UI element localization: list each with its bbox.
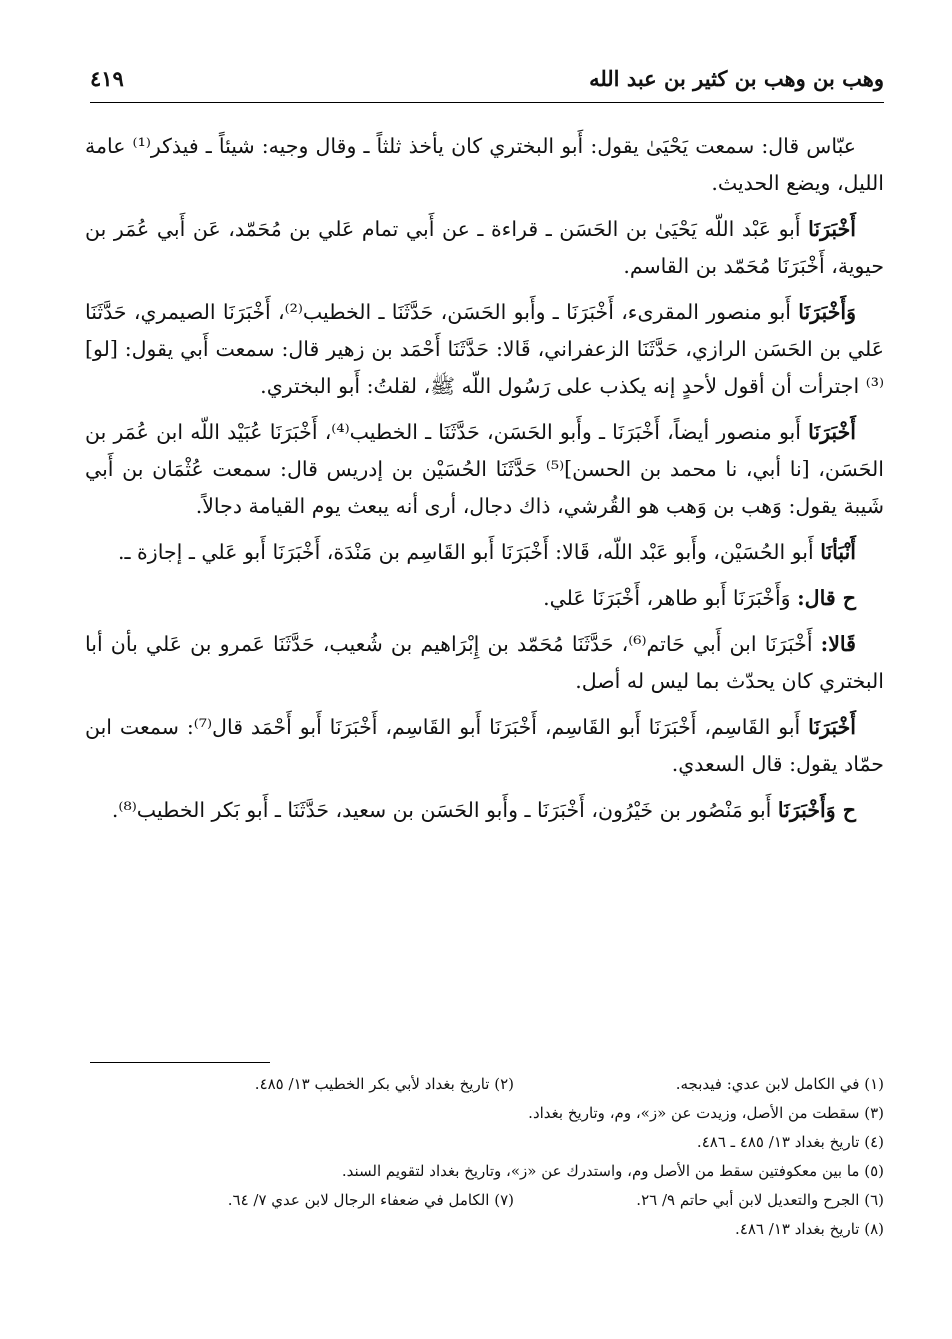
paragraph-text: أَبو مَنْصُور بن خَيْرُون، أَخْبَرَنَا ـ وأَبو الحَسَن بن سعيد، حَدَّثَنَا ـ أَبو بَكر الخطيب⁽⁸⁾. (111, 798, 772, 822)
paragraph-text: أَبو منصور المقرىء، أَخْبَرَنَا ـ وأَبو الحَسَن، حَدَّثَنَا ـ الخطيب⁽²⁾، أَخْبَرَنَا الصيمري، حَدَّثَنَا عَلي بن الحَسَن الرازي، حَدَّثَنَا الزعفراني، قَالا: حَدَّثَنَا أَحْمَد بن زهير قال: سمعت أَبي يقول: [لو]⁽³⁾ اجترأت أن أقول لأحدٍ إنه يكذب على رَسُول اللّه ﷺ، لقلتُ: أَبو البختري. (85, 300, 884, 398)
keyword: أَخْبَرَنَا (808, 217, 856, 241)
page-number: ٤١٩ (90, 66, 124, 91)
main-text (85, 128, 884, 838)
running-header (90, 58, 884, 103)
paragraph (85, 211, 884, 285)
keyword: أَنْبَأنَا (820, 540, 856, 564)
keyword: قَالا: (820, 632, 856, 656)
paragraph (85, 709, 884, 783)
footnote-separator (90, 1062, 270, 1063)
footnote: (٨) تاريخ بغداد ١٣/ ٤٨٦. (735, 1220, 884, 1238)
footnote: (٣) سقطت من الأصل، وزيدت عن «ز»، وم، وتاريخ بغداد. (528, 1104, 884, 1122)
paragraph (85, 414, 884, 525)
paragraph-text: أَبو القَاسِم، أَخْبَرَنَا أَبو القَاسِم، أَخْبَرَنَا أَبو القَاسِم، أَخْبَرَنَا أَبو أَحْمَد قال⁽⁷⁾: سمعت ابن حمّاد يقول: قال السعدي. (85, 715, 884, 776)
paragraph-text: أَخْبَرَنَا ابن أَبي حَاتم⁽⁶⁾، حَدَّثَنَا مُحَمّد بن إِبْرَاهيم بن شُعيب، حَدَّثَنَا عَمرو بن عَلي بأن أبا البختري كان يحدّث بما ليس له أصل. (85, 632, 884, 693)
paragraph (85, 128, 884, 202)
footnote: (٢) تاريخ بغداد لأبي بكر الخطيب ١٣/ ٤٨٥. (254, 1075, 514, 1093)
paragraph (85, 626, 884, 700)
footnotes (90, 1070, 884, 1244)
paragraph (85, 792, 884, 829)
paragraph (85, 534, 884, 571)
paragraph-text: أَبو عَبْد اللّه يَحْيَىٰ بن الحَسَن ـ قراءة ـ عن أَبي تمام عَلي بن مُحَمّد، عَن أَبي عُمَر بن حيوية، أَخْبَرَنَا مُحَمّد بن القاسم. (85, 217, 884, 278)
footnote: (٦) الجرح والتعديل لابن أبي حاتم ٩/ ٢٦. (636, 1191, 884, 1209)
paragraph-text: أَبو منصور أيضاً، أَخْبَرَنَا ـ وأَبو الحَسَن، حَدَّثَنَا ـ الخطيب⁽⁴⁾، أَخْبَرَنَا عُبَيْد اللّه ابن عُمَر بن الحَسَن، [نا أبي، نا محمد بن الحسن]⁽⁵⁾ حَدَّثَنَا الحُسَيْن بن إدريس قال: سمعت عُثْمَان بن أَبي شَيبة يقول: وَهب بن وَهب هو القُرشي، ذاك دجال، أرى أنه يبعث يوم القيامة دجالاً. (85, 420, 884, 518)
footnote: (١) في الكامل لابن عدي: فيدبجه. (675, 1075, 884, 1093)
footnote: (٤) تاريخ بغداد ١٣/ ٤٨٥ ـ ٤٨٦. (696, 1133, 884, 1151)
footnote: (٧) الكامل في ضعفاء الرجال لابن عدي ٧/ ٦٤. (227, 1191, 514, 1209)
header-title: وهب بن وهب بن كثير بن عبد الله (589, 66, 884, 91)
keyword: أَخْبَرَنَا (808, 420, 856, 444)
paragraph-text: عبّاس قال: سمعت يَحْيَىٰ يقول: أَبو البختري كان يأخذ ثلثاً ـ وقال وجيه: شيئاً ـ فيذكر⁽¹⁾ عامة الليل، ويضع الحديث. (85, 134, 884, 195)
paragraph-text: أَبو الحُسَيْن، وأَبو عَبْد اللّه، قَالا: أَخْبَرَنَا أَبو القَاسِم بن مَنْدَة، أَخْبَرَنَا أَبو عَلي ـ إجازة ـ. (118, 540, 814, 564)
paragraph (85, 580, 884, 617)
keyword: وَأَخْبَرَنَا (798, 300, 856, 324)
keyword: ح وَأَخْبَرَنَا (777, 798, 856, 822)
keyword: أَخْبَرَنَا (808, 715, 856, 739)
footnote-row (90, 1070, 884, 1099)
footnote-row (90, 1186, 884, 1215)
keyword: ح قال: (797, 586, 856, 610)
paragraph (85, 294, 884, 405)
footnote: (٥) ما بين معكوفتين سقط من الأصل وم، واستدرك عن «ز»، وتاريخ بغداد لتقويم السند. (341, 1162, 884, 1180)
paragraph-text: وَأَخْبَرَنَا أَبو طاهر، أَخْبَرَنَا عَلي. (543, 586, 791, 610)
